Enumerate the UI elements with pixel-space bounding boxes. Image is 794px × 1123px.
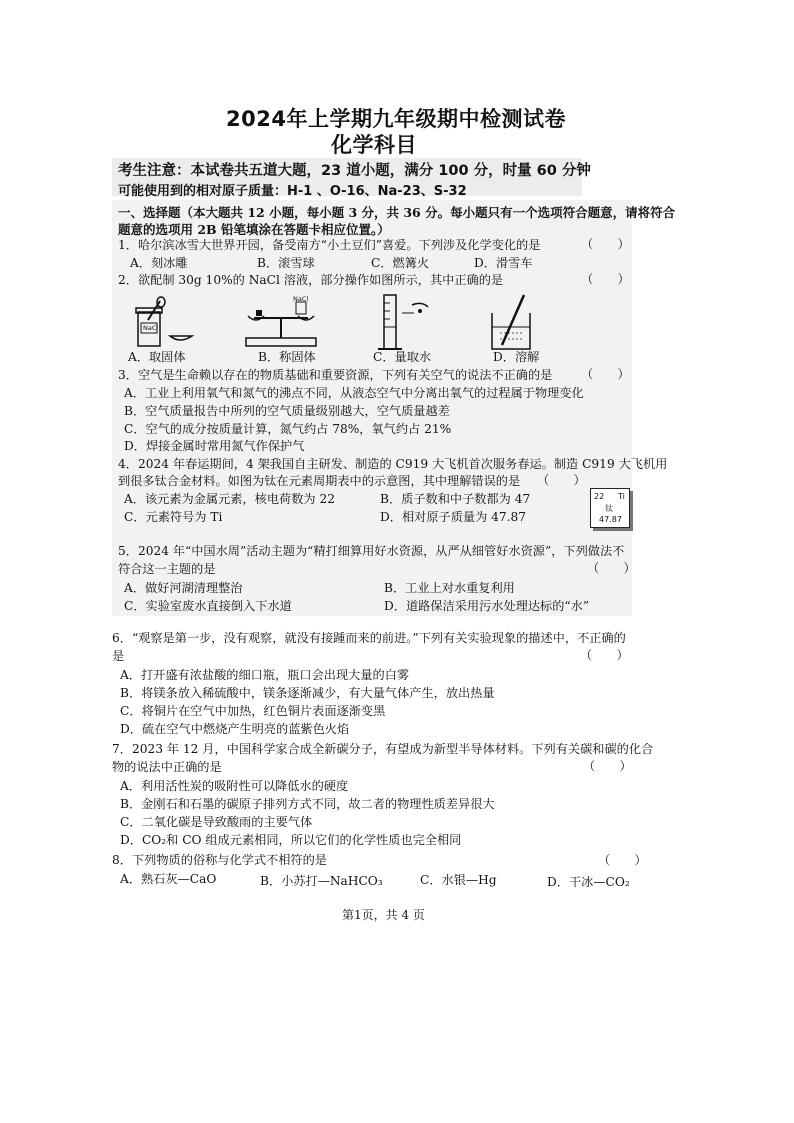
q6-option-b: B．将镁条放入稀硫酸中，镁条逐渐减少，有大量气体产生，放出热量 [120,686,495,700]
q1-answer-paren: （ ） [581,237,630,251]
q2-option-b: B．称固体 [258,350,316,364]
subject-title: 化学科目 [331,133,417,157]
q4-option-b: B．质子数和中子数都为 47 [380,492,531,506]
q8-stem: 8．下列物质的俗称与化学式不相符的是 [112,853,327,867]
q4-option-c: C．元素符号为 Ti [124,510,223,524]
q3-answer-paren: （ ） [581,367,630,381]
q5-stem-line2: 符合这一主题的是 [118,562,216,576]
element-number: 22 [594,492,605,501]
element-mass: 47.87 [599,515,622,524]
page-footer: 第1页，共 4 页 [342,908,425,922]
q4-option-d: D．相对原子质量为 47.87 [380,510,527,524]
weigh-solid-illustration [242,296,320,350]
q2-option-d: D．溶解 [493,350,540,364]
titanium-element-card [590,488,630,528]
q7-option-d: D．CO₂和 CO 组成元素相同，所以它们的化学性质也完全相同 [120,833,462,847]
q6-option-d: D．硫在空气中燃烧产生明亮的蓝紫色火焰 [120,722,350,736]
q1-option-a: A．刻冰雕 [130,256,188,270]
q2-option-a: A．取固体 [128,350,186,364]
q4-answer-paren: （ ） [537,473,586,487]
take-solid-illustration [130,296,200,348]
q8-option-b: B．小苏打—NaHCO₃ [260,874,383,888]
q7-stem-line2: 物的说法中正确的是 [112,760,222,774]
nacl-bottle-label: NaCl [143,324,159,332]
q4-option-a: A．该元素为金属元素，核电荷数为 22 [124,492,335,506]
section-heading-2: 题意的选项用 2B 铅笔填涂在答题卡相应位置。） [118,222,390,237]
q4-stem-line2: 到很多钛合金材料。如图为钛在元素周期表中的示意图，其中理解错误的是 [118,474,521,488]
element-name: 钛 [605,504,613,513]
q1-option-b: B．滚雪球 [257,256,315,270]
q7-option-c: C．二氧化碳是导致酸雨的主要气体 [120,815,313,829]
q3-option-a: A．工业上利用氧气和氮气的沸点不同，从液态空气中分离出氧气的过程属于物理变化 [124,386,584,400]
q1-option-c: C．燃篝火 [371,256,430,270]
q7-option-a: A．利用活性炭的吸附性可以降低水的硬度 [120,779,349,793]
q5-option-a: A．做好河湖清理整治 [124,581,243,595]
q2-option-c: C．量取水 [373,350,432,364]
dissolve-illustration [486,293,542,353]
q8-answer-paren: （ ） [598,853,647,867]
q2-answer-paren: （ ） [581,272,630,286]
exam-title: 2024年上学期九年级期中检测试卷 [226,107,566,131]
q1-stem: 1．哈尔滨冰雪大世界开园，备受南方“小土豆们”喜爱。下列涉及化学变化的是 [118,238,541,252]
q3-option-c: C．空气的成分按质量计算，氮气约占 78%，氧气约占 21% [124,422,452,436]
nacl-weigh-label: NaCl [293,295,309,303]
q5-stem-line1: 5．2024 年“中国水周”活动主题为“精打细算用好水资源，从严从细管好水资源”，下列做法不 [118,544,625,558]
q1-option-d: D．滑雪车 [474,256,533,270]
q7-stem-line1: 7．2023 年 12 月，中国科学家合成全新碳分子，有望成为新型半导体材料。下列有关碳和碳的化合 [112,742,654,756]
measure-water-illustration [372,293,442,353]
q3-option-d: D．焊接金属时常用氮气作保护气 [124,439,305,453]
exam-notice: 考生注意：本试卷共五道大题，23 道小题，满分 100 分，时量 60 分钟 [118,163,591,179]
q5-option-c: C．实验室废水直接倒入下水道 [124,599,292,613]
q7-option-b: B．金刚石和石墨的碳原子排列方式不同，故二者的物理性质差异很大 [120,797,495,811]
q6-stem-line1: 6．“观察是第一步，没有观察，就没有接踵而来的前进。”下列有关实验现象的描述中，不正确的 [112,631,626,645]
q7-answer-paren: （ ） [583,759,632,773]
q6-option-c: C．将铜片在空气中加热，红色铜片表面逐渐变黑 [120,704,386,718]
q8-option-a: A．熟石灰—CaO [120,872,217,886]
q6-option-a: A．打开盛有浓盐酸的细口瓶，瓶口会出现大量的白雾 [120,668,410,682]
atomic-masses: 可能使用到的相对原子质量：H-1 、O-16、Na-23、S-32 [118,184,467,199]
q5-option-d: D．道路保洁采用污水处理达标的“水” [384,599,590,613]
q3-stem: 3．空气是生命赖以存在的物质基础和重要资源，下列有关空气的说法不正确的是 [118,368,553,382]
q5-option-b: B．工业上对水重复利用 [384,581,515,595]
section-heading: 一、选择题（本大题共 12 小题，每小题 3 分，共 36 分。每小题只有一个选项符合题意，请将符合 [118,205,676,220]
q8-option-c: C．水银—Hg [420,873,497,887]
q3-option-b: B．空气质量报告中所列的空气质量级别越大，空气质量越差 [124,404,450,418]
q8-option-d: D．干冰—CO₂ [547,875,630,889]
q6-stem-line2: 是 [112,649,125,663]
q2-stem: 2．欲配制 30g 10%的 NaCl 溶液，部分操作如图所示，其中正确的是 [118,273,504,287]
q6-answer-paren: （ ） [580,648,629,662]
q4-stem-line1: 4．2024 年春运期间，4 架我国自主研发、制造的 C919 大飞机首次服务春运。制造 C919 大飞机用 [118,457,668,471]
q5-answer-paren: （ ） [587,561,636,575]
element-symbol: Ti [618,492,625,501]
